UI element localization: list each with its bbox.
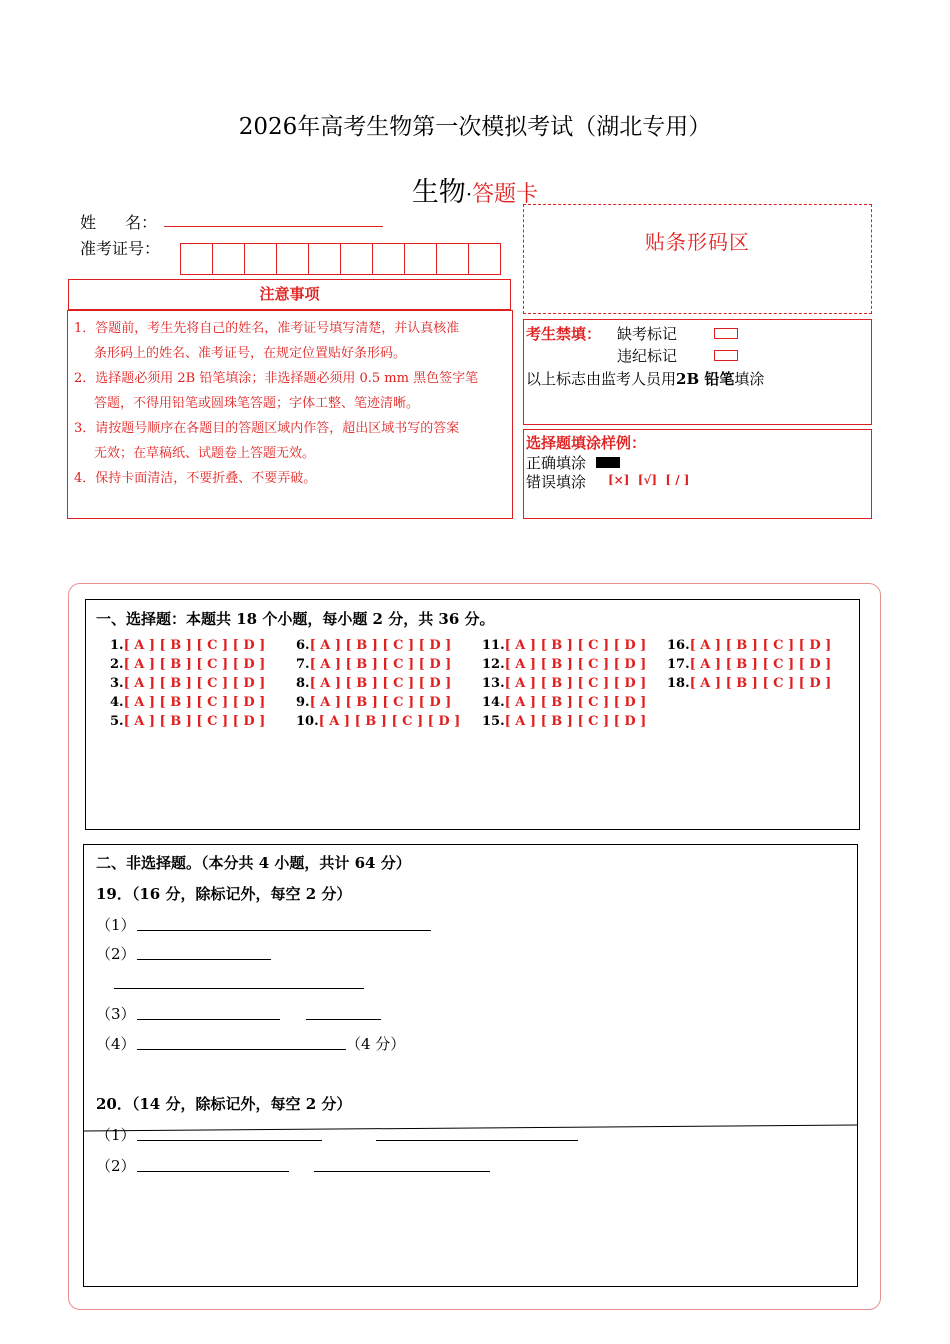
choice-question[interactable]: 2.[ A ] [ B ] [ C ] [ D ] [110,657,266,672]
choice-question[interactable]: 5.[ A ] [ B ] [ C ] [ D ] [110,714,266,729]
answer-line[interactable] [137,1019,280,1020]
wrong-sample-marks: [×] [√] [ / ] [608,473,690,487]
answer-card-label: 答题卡 [472,182,539,207]
answer-line[interactable] [137,959,271,960]
answer-line[interactable] [314,1171,490,1172]
notice-box [67,310,513,519]
choice-question[interactable]: 13.[ A ] [ B ] [ C ] [ D ] [482,676,647,691]
note-post: 填涂 [734,370,765,388]
choice-question[interactable]: 17.[ A ] [ B ] [ C ] [ D ] [667,657,832,672]
choice-question[interactable]: 7.[ A ] [ B ] [ C ] [ D ] [296,657,452,672]
notice-heading: 注意事项 [68,279,511,310]
notice-line: 4．保持卡面清洁，不要折叠、不要弄破。 [74,471,317,486]
choice-question[interactable]: 14.[ A ] [ B ] [ C ] [ D ] [482,695,647,710]
forbidden-note [526,368,764,389]
notice-line: 3．请按题号顺序在各题目的答题区域内作答，超出区域书写的答案 [74,421,460,436]
notice-line: 条形码上的姓名、准考证号，在规定位置贴好条形码。 [94,346,407,361]
question-20-head: 20．（14 分，除标记外，每空 2 分） [96,1095,352,1113]
forbidden-label: 考生禁填： [526,325,602,343]
title-dot: · [465,182,473,206]
notice-line: 1．答题前，考生先将自己的姓名，准考证号填写清楚，并认真核准 [74,321,460,336]
sample-label: 选择题填涂样例： [526,434,647,452]
answer-line[interactable] [137,1171,289,1172]
choice-question[interactable]: 8.[ A ] [ B ] [ C ] [ D ] [296,676,452,691]
choice-section-title: 一、选择题：本题共 18 个小题，每小题 2 分，共 36 分。 [96,610,495,628]
answer-line[interactable] [137,930,431,931]
id-digit-box[interactable] [276,243,309,275]
barcode-area [523,204,872,314]
choice-question[interactable]: 16.[ A ] [ B ] [ C ] [ D ] [667,638,832,653]
barcode-label: 贴条形码区 [645,230,750,254]
name-field[interactable] [164,226,383,227]
q20-part2-label: （2） [96,1157,136,1175]
free-response-section [83,844,858,1287]
absent-label: 缺考标记 [617,325,678,343]
q19-part4-label: （4） [96,1035,136,1053]
answer-line[interactable] [137,1140,322,1141]
choice-question[interactable]: 12.[ A ] [ B ] [ C ] [ D ] [482,657,647,672]
name-label: 姓 名： [80,213,158,232]
q19-part2-label: （2） [96,945,136,963]
id-digit-box[interactable] [308,243,341,275]
q19-part3-label: （3） [96,1005,136,1023]
q19-part4-points: （4 分） [346,1035,406,1053]
notice-line: 答题，不得用铅笔或圆珠笔答题；字体工整、笔迹清晰。 [94,396,420,411]
choice-question[interactable]: 6.[ A ] [ B ] [ C ] [ D ] [296,638,452,653]
answer-line[interactable] [114,988,364,989]
question-19-head: 19．（16 分，除标记外，每空 2 分） [96,885,352,903]
stray-divider-line [84,1115,857,1135]
notice-line: 2．选择题必须用 2B 铅笔填涂；非选择题必须用 0.5 mm 黑色签字笔 [74,371,479,386]
id-digit-box[interactable] [180,243,213,275]
q20-part1-label: （1） [96,1126,136,1144]
id-digit-box[interactable] [244,243,277,275]
free-response-title: 二、非选择题。（本分共 4 小题，共计 64 分） [96,854,411,872]
choice-question[interactable]: 1.[ A ] [ B ] [ C ] [ D ] [110,638,266,653]
id-digit-box[interactable] [404,243,437,275]
filled-sample-mark [596,457,620,468]
choice-question[interactable]: 3.[ A ] [ B ] [ C ] [ D ] [110,676,266,691]
choice-question[interactable]: 18.[ A ] [ B ] [ C ] [ D ] [667,676,832,691]
absent-mark-box[interactable] [714,328,738,339]
note-bold: 2B 铅笔 [676,370,735,388]
forbidden-box [523,319,872,425]
id-digit-box[interactable] [340,243,373,275]
subject-label: 生物 [411,177,466,208]
exam-title: 2026年高考生物第一次模拟考试（湖北专用） [238,114,712,140]
id-label: 准考证号： [80,239,161,258]
id-digit-box[interactable] [468,243,501,275]
exam-id-boxes[interactable] [180,243,500,275]
notice-line: 无效；在草稿纸、试题卷上答题无效。 [94,446,316,461]
choice-section [85,599,860,830]
violation-label: 违纪标记 [617,347,678,365]
id-digit-box[interactable] [372,243,405,275]
choice-question[interactable]: 11.[ A ] [ B ] [ C ] [ D ] [482,638,647,653]
sample-box [523,429,872,519]
choice-question[interactable]: 15.[ A ] [ B ] [ C ] [ D ] [482,714,647,729]
correct-label: 正确填涂 [526,454,587,472]
answer-line[interactable] [376,1140,578,1141]
wrong-label: 错误填涂 [526,473,587,491]
id-digit-box[interactable] [212,243,245,275]
violation-mark-box[interactable] [714,350,738,361]
answer-line[interactable] [306,1019,381,1020]
choice-question[interactable]: 9.[ A ] [ B ] [ C ] [ D ] [296,695,452,710]
answer-line[interactable] [137,1049,346,1050]
choice-question[interactable]: 4.[ A ] [ B ] [ C ] [ D ] [110,695,266,710]
id-digit-box[interactable] [436,243,469,275]
q19-part1-label: （1） [96,916,136,934]
choice-question[interactable]: 10.[ A ] [ B ] [ C ] [ D ] [296,714,461,729]
note-pre: 以上标志由监考人员用 [526,370,677,388]
